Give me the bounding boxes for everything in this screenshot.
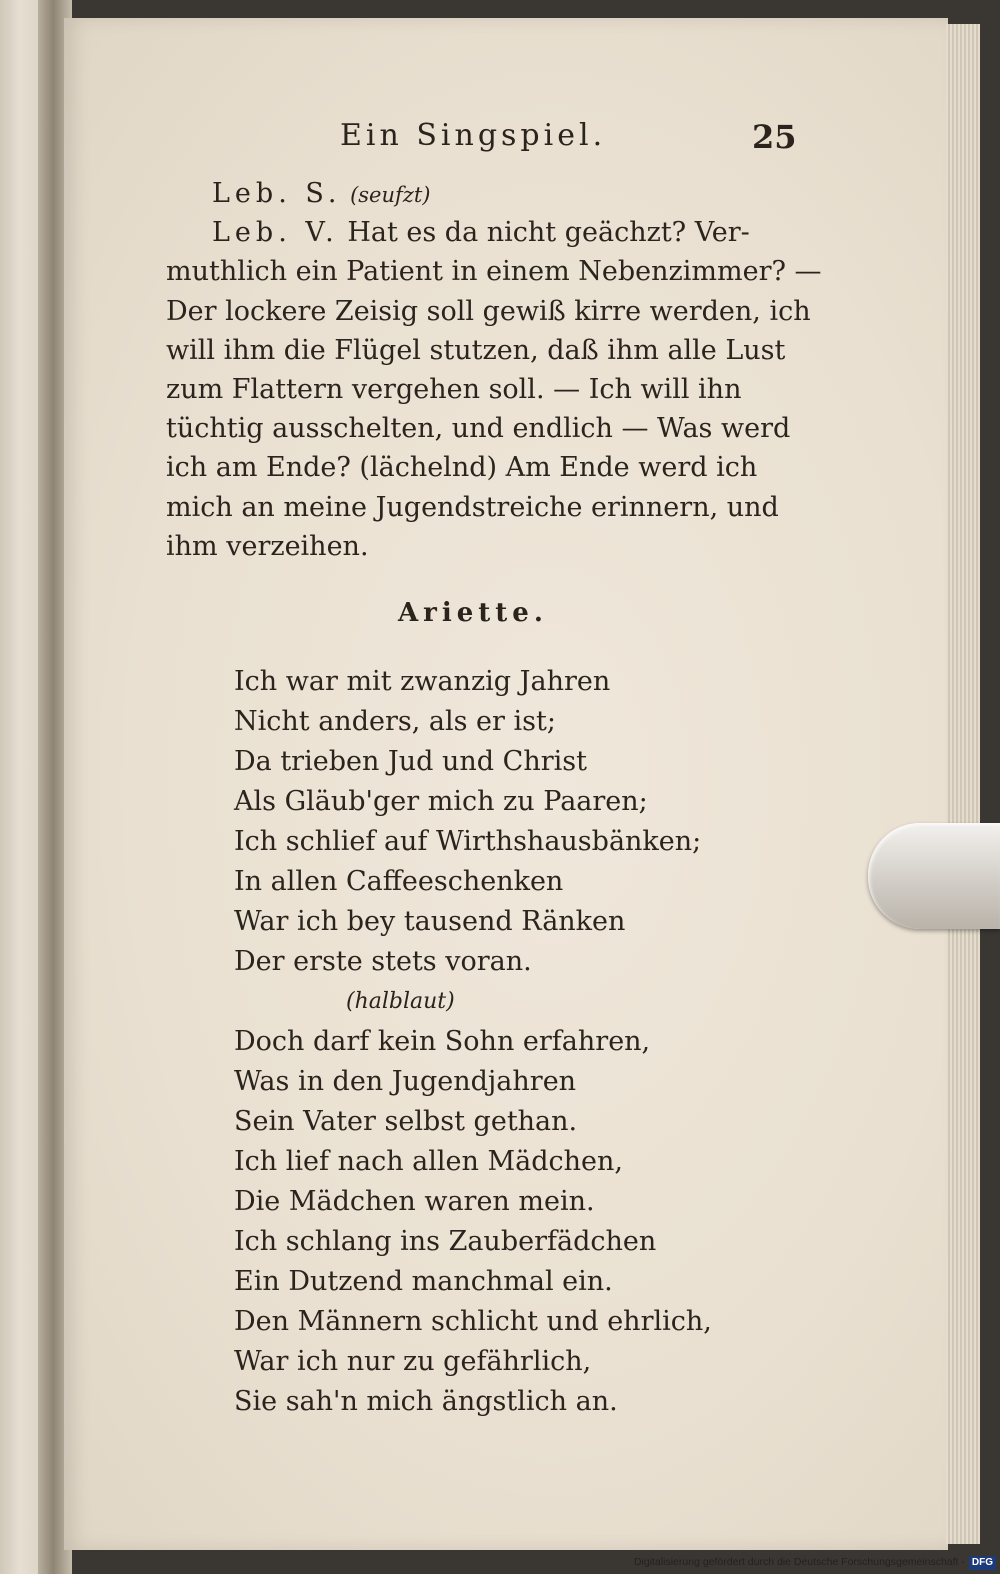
dialogue-line: ich am Ende? (lächelnd) Am Ende werd ich [166,452,758,484]
dialogue-line [166,174,802,213]
dialogue-line: ihm verzeihen. [166,530,369,562]
verse-line: War ich bey tausend Ränken [234,906,626,937]
verse-line: Nicht anders, als er ist; [234,706,556,737]
verse-line: Ein Dutzend manchmal ein. [234,1266,613,1297]
page-number: 25 [752,118,797,156]
dialogue-line: tüchtig ausschelten, und endlich — Was werd [166,413,791,445]
verse-line: Ich schlief auf Wirthshausbänken; [234,826,702,857]
verse-line: Was in den Jugendjahren [234,1066,577,1097]
verse-line: In allen Caffeeschenken [234,866,564,897]
verse-line: Ich schlang ins Zauberfädchen [234,1226,657,1257]
verse-line: War ich nur zu gefährlich, [234,1346,592,1377]
dialogue-line: muthlich ein Patient in einem Nebenzimmer? — [166,256,822,288]
credit-text: Digitalisierung gefördert durch die Deutsche Forschungsgemeinschaft - [633,1556,965,1568]
verse-line: Ich lief nach allen Mädchen, [234,1146,623,1177]
dialogue-paragraph [166,174,822,566]
dialogue-line: Der lockere Zeisig soll gewiß kirre werden, ich [166,295,811,327]
stage-direction: (seufzt) [350,183,431,207]
dialogue-line: will ihm die Flügel stutzen, daß ihm alle Lust [166,334,786,366]
verse-line: Die Mädchen waren mein. [234,1186,595,1217]
verse-line: Sein Vater selbst gethan. [234,1106,578,1137]
verse-line: Sie sah'n mich ängstlich an. [234,1386,618,1417]
verse-line: Der erste stets voran. [234,946,532,977]
speaker-name: Leb. S. [212,178,342,209]
dialogue-text: Hat es da nicht geächzt? Ver- [347,217,750,249]
page-stack-edge [946,24,980,1544]
verse-line: Da trieben Jud und Christ [234,746,587,777]
digitization-credit [600,1552,996,1572]
speaker-name: Leb. V. [212,217,339,249]
dfg-logo: DFG [969,1556,996,1570]
running-header-title: Ein Singspiel. [340,118,607,153]
verse-line: Als Gläub'ger mich zu Paaren; [234,786,648,817]
verse-line: Ich war mit zwanzig Jahren [234,666,611,697]
song-verse [234,662,754,1422]
dialogue-line: mich an meine Jugendstreiche erinnern, und [166,491,779,523]
song-title: Ariette. [398,598,548,628]
dialogue-line: zum Flattern vergehen soll. — Ich will ihn [166,373,742,405]
verse-line: Den Männern schlicht und ehrlich, [234,1306,712,1337]
stage-direction: (halblaut) [346,989,455,1014]
page-marker-tab [868,823,1000,929]
verse-line: Doch darf kein Sohn erfahren, [234,1026,651,1057]
dialogue-line [166,213,802,252]
